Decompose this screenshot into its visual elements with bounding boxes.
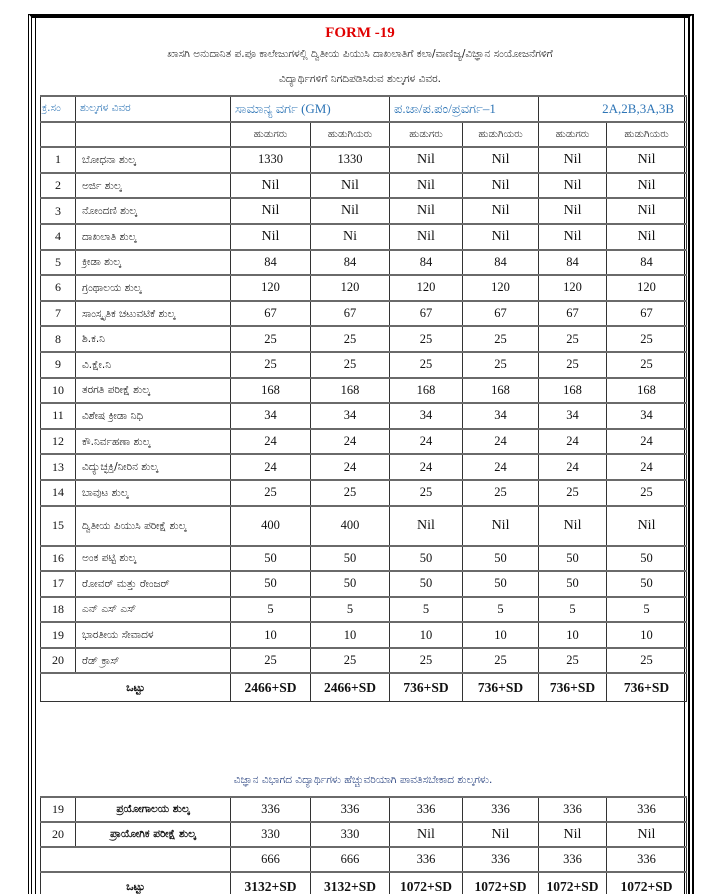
row-sl-no: 6 bbox=[41, 275, 76, 301]
row-fee-value: 24 bbox=[463, 454, 539, 480]
row-fee-value: 24 bbox=[539, 429, 607, 455]
total-value: 2466+SD bbox=[311, 673, 390, 701]
row-fee-value: Nil bbox=[607, 147, 687, 173]
row-fee-value: 25 bbox=[463, 648, 539, 674]
row-fee-value: Nil bbox=[390, 147, 463, 173]
subheader-boys: ಹುಡುಗರು bbox=[539, 122, 607, 148]
row-fee-value: 84 bbox=[231, 250, 311, 276]
table-row bbox=[41, 275, 687, 301]
row-fee-value: 84 bbox=[539, 250, 607, 276]
row-fee-value: 25 bbox=[607, 352, 687, 378]
row-sl-no: 18 bbox=[41, 597, 76, 623]
grand-total-value: 1072+SD bbox=[390, 872, 463, 894]
subtotal-value: 336 bbox=[607, 847, 687, 872]
row-fee-value: 5 bbox=[539, 597, 607, 623]
row-fee-value: 50 bbox=[539, 571, 607, 597]
row-fee-value: 10 bbox=[463, 622, 539, 648]
table-row bbox=[41, 403, 687, 429]
row-fee-value: Nil bbox=[539, 224, 607, 250]
row-fee-value: 5 bbox=[390, 597, 463, 623]
form-title: FORM -19 bbox=[325, 25, 395, 41]
row-fee-value: Nil bbox=[231, 173, 311, 199]
grand-total-value: 1072+SD bbox=[607, 872, 687, 894]
subheader-girls: ಹುಡುಗಿಯರು bbox=[463, 122, 539, 148]
row-fee-value: 336 bbox=[311, 797, 390, 822]
row-fee-value: 25 bbox=[390, 352, 463, 378]
row-sl-no: 19 bbox=[41, 797, 76, 822]
row-fee-name: ಕ್ರೀಡಾ ಶುಲ್ಕ bbox=[76, 250, 231, 276]
row-fee-value: Nil bbox=[231, 224, 311, 250]
table-row bbox=[41, 224, 687, 250]
row-fee-value: 84 bbox=[311, 250, 390, 276]
row-fee-value: 10 bbox=[231, 622, 311, 648]
row-fee-value: 50 bbox=[390, 571, 463, 597]
row-fee-value: Nil bbox=[390, 506, 463, 546]
table-row bbox=[41, 797, 687, 822]
table-row bbox=[41, 352, 687, 378]
row-fee-value: 25 bbox=[231, 648, 311, 674]
row-fee-value: Nil bbox=[311, 173, 390, 199]
header-group-sc-st: ಪ.ಜಾ/ಪ.ಪಂ/ಪ್ರವರ್ಗ–1 bbox=[390, 96, 539, 122]
table-row bbox=[41, 301, 687, 327]
total-value: 736+SD bbox=[539, 673, 607, 701]
row-fee-value: 25 bbox=[607, 648, 687, 674]
row-fee-value: 67 bbox=[463, 301, 539, 327]
table-row bbox=[41, 198, 687, 224]
subheader-blank bbox=[76, 122, 231, 148]
table-row bbox=[41, 597, 687, 623]
row-fee-value: 10 bbox=[607, 622, 687, 648]
table-row bbox=[41, 648, 687, 674]
row-fee-value: 5 bbox=[231, 597, 311, 623]
row-fee-value: 24 bbox=[390, 429, 463, 455]
row-fee-value: 25 bbox=[390, 326, 463, 352]
row-fee-value: 25 bbox=[311, 326, 390, 352]
table-row bbox=[41, 622, 687, 648]
row-sl-no: 12 bbox=[41, 429, 76, 455]
row-fee-value: 34 bbox=[311, 403, 390, 429]
total-value: 736+SD bbox=[463, 673, 539, 701]
row-sl-no: 10 bbox=[41, 378, 76, 404]
row-fee-value: 24 bbox=[231, 429, 311, 455]
grand-total-row bbox=[41, 872, 687, 894]
row-sl-no: 7 bbox=[41, 301, 76, 327]
science-fee-table bbox=[40, 796, 687, 894]
grand-total-label: ಒಟ್ಟು bbox=[41, 872, 231, 894]
row-fee-value: 25 bbox=[539, 480, 607, 506]
row-fee-value: 25 bbox=[607, 326, 687, 352]
row-fee-value: 25 bbox=[231, 352, 311, 378]
row-fee-name: ಶಿ.ಕ.ನಿ bbox=[76, 326, 231, 352]
document-frame-inner bbox=[35, 18, 685, 894]
row-fee-value: 25 bbox=[231, 326, 311, 352]
row-fee-value: 120 bbox=[539, 275, 607, 301]
row-sl-no: 5 bbox=[41, 250, 76, 276]
row-sl-no: 8 bbox=[41, 326, 76, 352]
row-fee-name: ವಿಶೇಷ ಕ್ರೀಡಾ ನಿಧಿ bbox=[76, 403, 231, 429]
row-fee-value: 336 bbox=[231, 797, 311, 822]
row-fee-name: ಅಂಕ ಪಟ್ಟಿ ಶುಲ್ಕ bbox=[76, 546, 231, 572]
row-fee-value: 67 bbox=[390, 301, 463, 327]
row-fee-value: 120 bbox=[311, 275, 390, 301]
science-fee-table-body bbox=[41, 797, 687, 894]
row-sl-no: 20 bbox=[41, 822, 76, 847]
row-fee-name: ಪ್ರಾಯೋಗಿಕ ಪರೀಕ್ಷೆ ಶುಲ್ಕ bbox=[76, 822, 231, 847]
row-fee-value: 330 bbox=[231, 822, 311, 847]
row-fee-value: Nil bbox=[539, 198, 607, 224]
header-fee-details: ಶುಲ್ಕಗಳ ವಿವರ bbox=[76, 96, 231, 122]
row-fee-value: 24 bbox=[539, 454, 607, 480]
form-subtitle-line1: ಖಾಸಗಿ ಅನುದಾನಿತ ಪ.ಪೂ ಕಾಲೇಜುಗಳಲ್ಲಿ ದ್ವಿತೀಯ ಪಿಯುಸಿ ದಾಖಲಾತಿಗೆ ಕಲಾ/ವಾಣಿಜ್ಯ/ವಿಜ್ಞಾನ ಸಂಯೋಜನೆಗಳಿಗೆ bbox=[167, 48, 553, 60]
table-row bbox=[41, 173, 687, 199]
row-fee-value: 10 bbox=[539, 622, 607, 648]
row-fee-value: 168 bbox=[607, 378, 687, 404]
row-fee-value: 24 bbox=[463, 429, 539, 455]
row-fee-name: ಕೌ.ನಿರ್ವಹಣಾ ಶುಲ್ಕ bbox=[76, 429, 231, 455]
row-fee-name: ಭಾರತೀಯ ಸೇವಾದಳ bbox=[76, 622, 231, 648]
row-fee-name: ವಿ.ಕ್ಷೇ.ನಿ bbox=[76, 352, 231, 378]
document-frame bbox=[28, 14, 694, 894]
total-value: 736+SD bbox=[390, 673, 463, 701]
row-fee-value: 50 bbox=[311, 571, 390, 597]
row-fee-name: ನೋಂದಣಿ ಶುಲ್ಕ bbox=[76, 198, 231, 224]
table-row bbox=[41, 480, 687, 506]
row-fee-value: 50 bbox=[463, 571, 539, 597]
table-row bbox=[41, 378, 687, 404]
grand-total-value: 1072+SD bbox=[463, 872, 539, 894]
subheader-girls: ಹುಡುಗಿಯರು bbox=[311, 122, 390, 148]
row-fee-value: 120 bbox=[607, 275, 687, 301]
row-sl-no: 17 bbox=[41, 571, 76, 597]
row-fee-value: 34 bbox=[607, 403, 687, 429]
header-group-gm: ಸಾಮಾನ್ಯ ವರ್ಗ (GM) bbox=[231, 96, 390, 122]
row-fee-value: 34 bbox=[463, 403, 539, 429]
row-fee-value: Nil bbox=[463, 173, 539, 199]
row-fee-name: ರೋವರ್ ಮತ್ತು ರೇಂಜರ್ bbox=[76, 571, 231, 597]
row-fee-name: ಬಾವುಟ ಶುಲ್ಕ bbox=[76, 480, 231, 506]
row-fee-value: 84 bbox=[607, 250, 687, 276]
table-row bbox=[41, 546, 687, 572]
row-sl-no: 16 bbox=[41, 546, 76, 572]
row-fee-value: 25 bbox=[539, 352, 607, 378]
row-fee-value: 1330 bbox=[231, 147, 311, 173]
header-sl-no: ಕ್ರ.ಸಂ bbox=[41, 96, 76, 122]
row-fee-value: 25 bbox=[463, 480, 539, 506]
row-fee-value: 5 bbox=[463, 597, 539, 623]
row-fee-value: 25 bbox=[463, 352, 539, 378]
total-value: 2466+SD bbox=[231, 673, 311, 701]
row-fee-value: 67 bbox=[539, 301, 607, 327]
subtotal-value: 666 bbox=[231, 847, 311, 872]
row-fee-value: 24 bbox=[390, 454, 463, 480]
row-fee-value: 50 bbox=[539, 546, 607, 572]
row-fee-value: 25 bbox=[390, 480, 463, 506]
row-fee-value: 5 bbox=[607, 597, 687, 623]
fee-table bbox=[40, 95, 687, 702]
table-row bbox=[41, 571, 687, 597]
row-fee-value: 10 bbox=[311, 622, 390, 648]
row-fee-value: 67 bbox=[607, 301, 687, 327]
row-fee-value: 120 bbox=[463, 275, 539, 301]
total-value: 736+SD bbox=[607, 673, 687, 701]
table-row bbox=[41, 326, 687, 352]
subtotal-label-blank bbox=[41, 847, 231, 872]
header-group-2a-2b-3a-3b: 2A,2B,3A,3B bbox=[539, 96, 687, 122]
row-fee-value: 50 bbox=[311, 546, 390, 572]
row-fee-value: 120 bbox=[231, 275, 311, 301]
row-fee-value: 24 bbox=[607, 454, 687, 480]
row-fee-value: Nil bbox=[607, 198, 687, 224]
row-fee-value: 34 bbox=[390, 403, 463, 429]
row-fee-name: ಎನ್ ಎಸ್ ಎಸ್ bbox=[76, 597, 231, 623]
row-fee-value: 168 bbox=[463, 378, 539, 404]
row-fee-value: Nil bbox=[607, 506, 687, 546]
row-fee-value: 50 bbox=[463, 546, 539, 572]
row-fee-value: Nil bbox=[390, 198, 463, 224]
row-sl-no: 4 bbox=[41, 224, 76, 250]
subtotal-value: 666 bbox=[311, 847, 390, 872]
row-fee-value: Nil bbox=[231, 198, 311, 224]
row-sl-no: 19 bbox=[41, 622, 76, 648]
row-fee-value: 67 bbox=[231, 301, 311, 327]
row-fee-value: 400 bbox=[311, 506, 390, 546]
row-sl-no: 20 bbox=[41, 648, 76, 674]
grand-total-value: 3132+SD bbox=[231, 872, 311, 894]
subheader-blank bbox=[41, 122, 76, 148]
fee-table-body bbox=[41, 147, 687, 701]
subtotal-value: 336 bbox=[463, 847, 539, 872]
row-fee-name: ವಿದ್ಯುಚ್ಛಕ್ತಿ/ನೀರಿನ ಶುಲ್ಕ bbox=[76, 454, 231, 480]
row-fee-value: 25 bbox=[539, 326, 607, 352]
grand-total-value: 3132+SD bbox=[311, 872, 390, 894]
row-fee-value: Nil bbox=[390, 173, 463, 199]
row-fee-value: 120 bbox=[390, 275, 463, 301]
row-sl-no: 1 bbox=[41, 147, 76, 173]
row-sl-no: 3 bbox=[41, 198, 76, 224]
subheader-girls: ಹುಡುಗಿಯರು bbox=[607, 122, 687, 148]
row-sl-no: 14 bbox=[41, 480, 76, 506]
row-fee-value: 50 bbox=[607, 571, 687, 597]
total-label: ಒಟ್ಟು bbox=[41, 673, 231, 701]
row-fee-value: 336 bbox=[463, 797, 539, 822]
row-fee-name: ದ್ವಿತೀಯ ಪಿಯುಸಿ ಪರೀಕ್ಷೆ ಶುಲ್ಕ bbox=[76, 506, 231, 546]
row-sl-no: 13 bbox=[41, 454, 76, 480]
row-fee-value: Nil bbox=[539, 147, 607, 173]
form-subtitle-line2: ವಿದ್ಯಾರ್ಥಿಗಳಿಗೆ ನಿಗದಿಪಡಿಸಿರುವ ಶುಲ್ಕಗಳ ವಿವರ. bbox=[279, 73, 441, 85]
row-sl-no: 11 bbox=[41, 403, 76, 429]
row-fee-value: 50 bbox=[231, 571, 311, 597]
table-row bbox=[41, 506, 687, 546]
row-fee-value: 84 bbox=[390, 250, 463, 276]
row-fee-value: 168 bbox=[390, 378, 463, 404]
table-row bbox=[41, 250, 687, 276]
table-row bbox=[41, 454, 687, 480]
row-fee-value: Nil bbox=[463, 224, 539, 250]
subheader-boys: ಹುಡುಗರು bbox=[390, 122, 463, 148]
row-fee-value: 34 bbox=[539, 403, 607, 429]
row-fee-value: Ni bbox=[311, 224, 390, 250]
row-fee-name: ಸಾಂಸ್ಕೃತಿಕ ಚಟುವಟಿಕೆ ಶುಲ್ಕ bbox=[76, 301, 231, 327]
row-fee-value: Nil bbox=[463, 822, 539, 847]
row-fee-value: 67 bbox=[311, 301, 390, 327]
row-fee-value: 330 bbox=[311, 822, 390, 847]
row-fee-name: ದಾಖಲಾತಿ ಶುಲ್ಕ bbox=[76, 224, 231, 250]
row-fee-value: 34 bbox=[231, 403, 311, 429]
science-section-heading: ವಿಜ್ಞಾನ ವಿಭಾಗದ ವಿದ್ಯಾರ್ಥಿಗಳು ಹೆಚ್ಚುವರಿಯಾಗಿ ಪಾವತಿಸಬೇಕಾದ ಶುಲ್ಕಗಳು. bbox=[233, 774, 493, 786]
subtotal-row bbox=[41, 847, 687, 872]
row-fee-name: ಅರ್ಜಿ ಶುಲ್ಕ bbox=[76, 173, 231, 199]
row-fee-value: 5 bbox=[311, 597, 390, 623]
row-fee-value: 336 bbox=[539, 797, 607, 822]
row-fee-value: Nil bbox=[463, 147, 539, 173]
row-fee-value: 25 bbox=[390, 648, 463, 674]
row-fee-value: 24 bbox=[231, 454, 311, 480]
row-fee-name: ರೆಡ್ ಕ್ರಾಸ್ bbox=[76, 648, 231, 674]
subtotal-value: 336 bbox=[390, 847, 463, 872]
row-fee-value: 50 bbox=[390, 546, 463, 572]
subtotal-value: 336 bbox=[539, 847, 607, 872]
row-fee-value: 10 bbox=[390, 622, 463, 648]
row-fee-value: 24 bbox=[607, 429, 687, 455]
total-row bbox=[41, 673, 687, 701]
row-fee-value: Nil bbox=[607, 173, 687, 199]
row-fee-value: 168 bbox=[231, 378, 311, 404]
row-fee-value: 50 bbox=[231, 546, 311, 572]
row-fee-value: Nil bbox=[390, 224, 463, 250]
row-fee-value: 24 bbox=[311, 429, 390, 455]
row-sl-no: 9 bbox=[41, 352, 76, 378]
row-fee-value: 24 bbox=[311, 454, 390, 480]
row-fee-value: 25 bbox=[311, 352, 390, 378]
row-fee-value: 25 bbox=[539, 648, 607, 674]
row-fee-value: 25 bbox=[311, 480, 390, 506]
row-fee-value: Nil bbox=[607, 822, 687, 847]
table-row bbox=[41, 822, 687, 847]
row-fee-value: 1330 bbox=[311, 147, 390, 173]
row-fee-value: Nil bbox=[463, 506, 539, 546]
row-fee-name: ಬೋಧನಾ ಶುಲ್ಕ bbox=[76, 147, 231, 173]
row-fee-name: ತರಗತಿ ಪರೀಕ್ಷೆ ಶುಲ್ಕ bbox=[76, 378, 231, 404]
row-sl-no: 2 bbox=[41, 173, 76, 199]
table-row bbox=[41, 147, 687, 173]
row-fee-value: 25 bbox=[231, 480, 311, 506]
row-fee-value: Nil bbox=[539, 173, 607, 199]
row-fee-value: Nil bbox=[463, 198, 539, 224]
row-fee-value: 400 bbox=[231, 506, 311, 546]
row-fee-value: Nil bbox=[390, 822, 463, 847]
row-fee-value: 168 bbox=[311, 378, 390, 404]
row-fee-value: Nil bbox=[539, 506, 607, 546]
subheader-boys: ಹುಡುಗರು bbox=[231, 122, 311, 148]
table-row bbox=[41, 429, 687, 455]
row-fee-value: Nil bbox=[539, 822, 607, 847]
row-fee-name: ಗ್ರಂಥಾಲಯ ಶುಲ್ಕ bbox=[76, 275, 231, 301]
row-fee-value: 50 bbox=[607, 546, 687, 572]
grand-total-value: 1072+SD bbox=[539, 872, 607, 894]
row-fee-value: Nil bbox=[311, 198, 390, 224]
row-fee-value: 336 bbox=[390, 797, 463, 822]
row-fee-value: Nil bbox=[607, 224, 687, 250]
row-fee-value: 336 bbox=[607, 797, 687, 822]
row-sl-no: 15 bbox=[41, 506, 76, 546]
row-fee-value: 25 bbox=[607, 480, 687, 506]
row-fee-value: 84 bbox=[463, 250, 539, 276]
row-fee-value: 25 bbox=[311, 648, 390, 674]
row-fee-value: 168 bbox=[539, 378, 607, 404]
row-fee-value: 25 bbox=[463, 326, 539, 352]
row-fee-name: ಪ್ರಯೋಗಾಲಯ ಶುಲ್ಕ bbox=[76, 797, 231, 822]
